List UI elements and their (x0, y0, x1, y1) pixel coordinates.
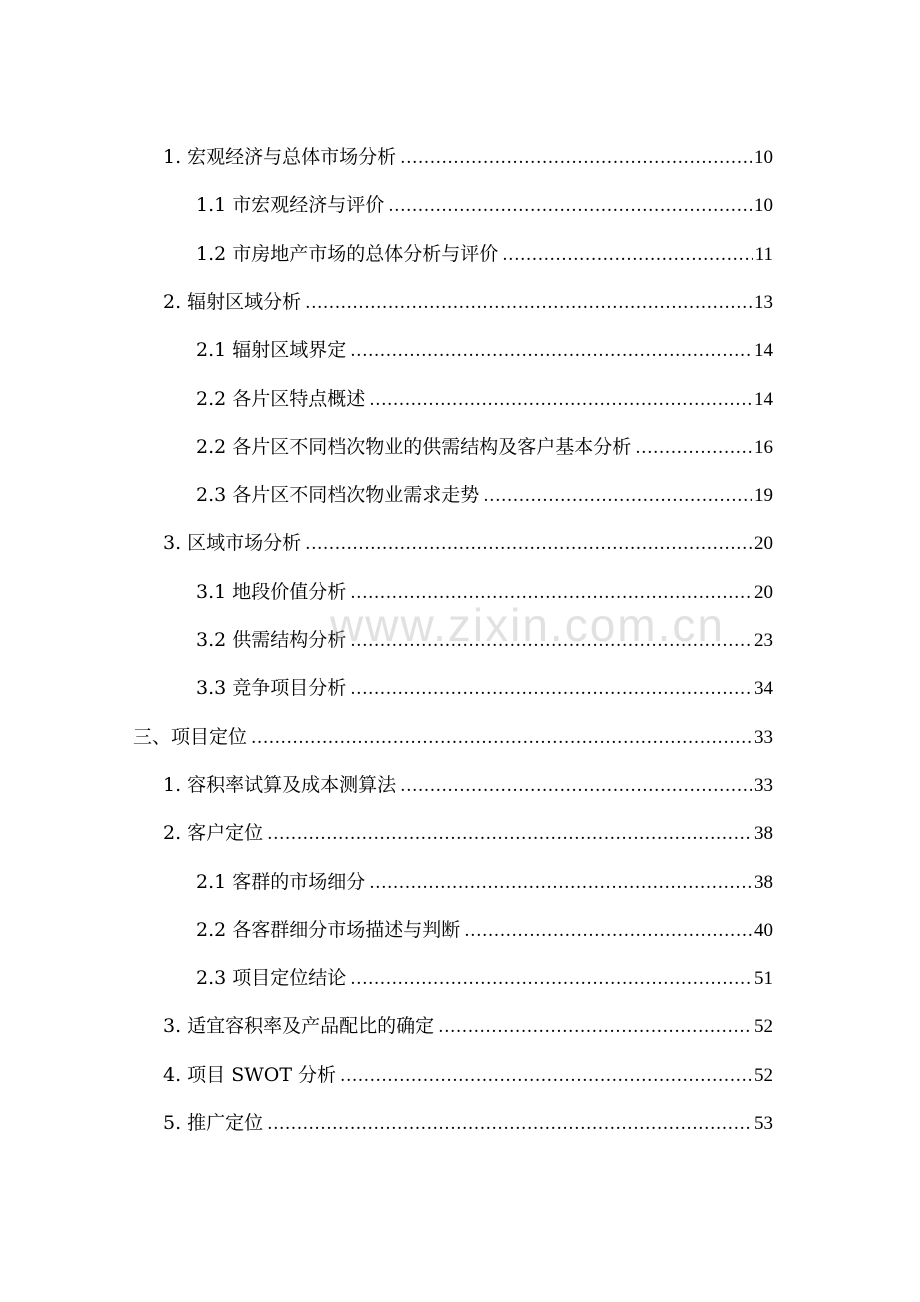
toc-entry-title: 2.2 各片区特点概述 (196, 387, 366, 410)
toc-page-number: 10 (754, 195, 773, 217)
watermark: www.zixin.com.cn (330, 599, 725, 651)
toc-entry-title: 2. 辐射区域分析 (163, 290, 302, 313)
toc-entry[interactable] (196, 230, 773, 278)
toc-dot-leader (502, 231, 752, 279)
toc-dot-leader (267, 810, 752, 858)
toc-entry-title: 5. 推广定位 (163, 1112, 264, 1134)
toc-dot-leader (400, 134, 752, 182)
toc-entry-title: 3.2 供需结构分析 (196, 629, 347, 651)
toc-page-number: 34 (754, 678, 773, 700)
toc-entry[interactable] (196, 471, 773, 519)
toc-dot-leader (483, 472, 752, 520)
toc-entry[interactable] (163, 1099, 773, 1147)
toc-entry[interactable] (196, 616, 773, 664)
toc-page-number: 10 (754, 147, 773, 168)
toc-entry[interactable] (163, 1002, 773, 1050)
toc-entry-title: 2.1 客群的市场细分 (196, 870, 366, 893)
toc-entry-title: 1. 容积率试算及成本测算法 (163, 773, 397, 796)
toc-dot-leader (388, 182, 752, 230)
toc-entry[interactable] (196, 664, 773, 712)
toc-page-number: 52 (754, 1016, 773, 1038)
toc-entry-title: 3. 适宜容积率及产品配比的确定 (163, 1015, 435, 1038)
toc-entry[interactable] (163, 133, 773, 181)
toc-dot-leader (438, 1003, 752, 1051)
toc-page-number: 40 (754, 919, 773, 941)
toc-page-number: 33 (754, 774, 773, 796)
toc-dot-leader (464, 907, 752, 955)
toc-dot-leader (340, 1052, 752, 1100)
toc-page-number: 14 (754, 340, 773, 362)
toc-page-number: 16 (754, 436, 773, 458)
toc-entry[interactable] (196, 375, 773, 423)
toc-page-number: 51 (754, 968, 773, 990)
toc-dot-leader (350, 955, 752, 1003)
toc-entry[interactable] (196, 906, 773, 954)
toc-entry[interactable] (196, 858, 773, 906)
toc-entry[interactable] (163, 761, 773, 809)
toc-page-number: 19 (754, 485, 773, 507)
toc-dot-leader (305, 279, 752, 327)
toc-page-number: 11 (754, 243, 773, 265)
toc-entry-title: 2.3 各片区不同档次物业需求走势 (196, 484, 480, 507)
toc-page-number: 13 (754, 291, 773, 313)
toc-page-number: 23 (754, 630, 773, 651)
toc-dot-leader (267, 1100, 752, 1148)
toc-entry-title: 3.3 竞争项目分析 (196, 677, 347, 700)
toc-entry[interactable] (196, 568, 773, 616)
toc-entry[interactable] (163, 1051, 773, 1099)
toc-dot-leader (251, 714, 752, 762)
toc-entry-title: 三、项目定位 (133, 725, 248, 748)
toc-entry[interactable] (163, 519, 773, 567)
toc-page-number: 53 (754, 1113, 773, 1134)
toc-dot-leader (400, 762, 752, 810)
toc-page-number: 20 (754, 533, 773, 555)
toc-page-number: 33 (754, 726, 773, 748)
toc-dot-leader (369, 859, 752, 907)
toc-entry-title: 3. 区域市场分析 (163, 532, 302, 555)
toc-page-number: 52 (754, 1064, 773, 1086)
toc-entry-title: 1.1 市宏观经济与评价 (196, 194, 385, 217)
toc-entry-title: 4. 项目 SWOT 分析 (163, 1063, 337, 1086)
toc-page-number: 38 (754, 823, 773, 845)
toc-entry[interactable] (196, 954, 773, 1002)
toc-dot-leader (369, 376, 752, 424)
toc-entry-title: 2.1 辐射区域界定 (196, 339, 347, 362)
toc-dot-leader (350, 665, 752, 713)
toc-dot-leader (350, 327, 752, 375)
toc-entry-title: 2.3 项目定位结论 (196, 967, 347, 990)
toc-entry[interactable] (163, 809, 773, 857)
toc-page-number: 38 (754, 871, 773, 893)
toc-dot-leader (350, 617, 752, 665)
toc-entry[interactable] (133, 713, 773, 761)
toc-page-number: 14 (754, 388, 773, 410)
toc-dot-leader (305, 520, 752, 568)
toc-entry-title: 1.2 市房地产市场的总体分析与评价 (196, 242, 499, 265)
toc-entry[interactable] (196, 423, 773, 471)
toc-entry[interactable] (163, 278, 773, 326)
toc-entry-title: 1. 宏观经济与总体市场分析 (163, 146, 397, 168)
toc-dot-leader (350, 569, 752, 617)
toc-entry-title: 2. 客户定位 (163, 822, 264, 845)
toc-page-number: 20 (754, 581, 773, 603)
toc-entry-title: 3.1 地段价值分析 (196, 580, 347, 603)
toc-entry[interactable] (196, 326, 773, 374)
toc-entry[interactable] (196, 181, 773, 229)
toc-entry-title: 2.2 各片区不同档次物业的供需结构及客户基本分析 (196, 435, 632, 458)
toc-entry-title: 2.2 各客群细分市场描述与判断 (196, 918, 461, 941)
toc-dot-leader (635, 424, 752, 472)
